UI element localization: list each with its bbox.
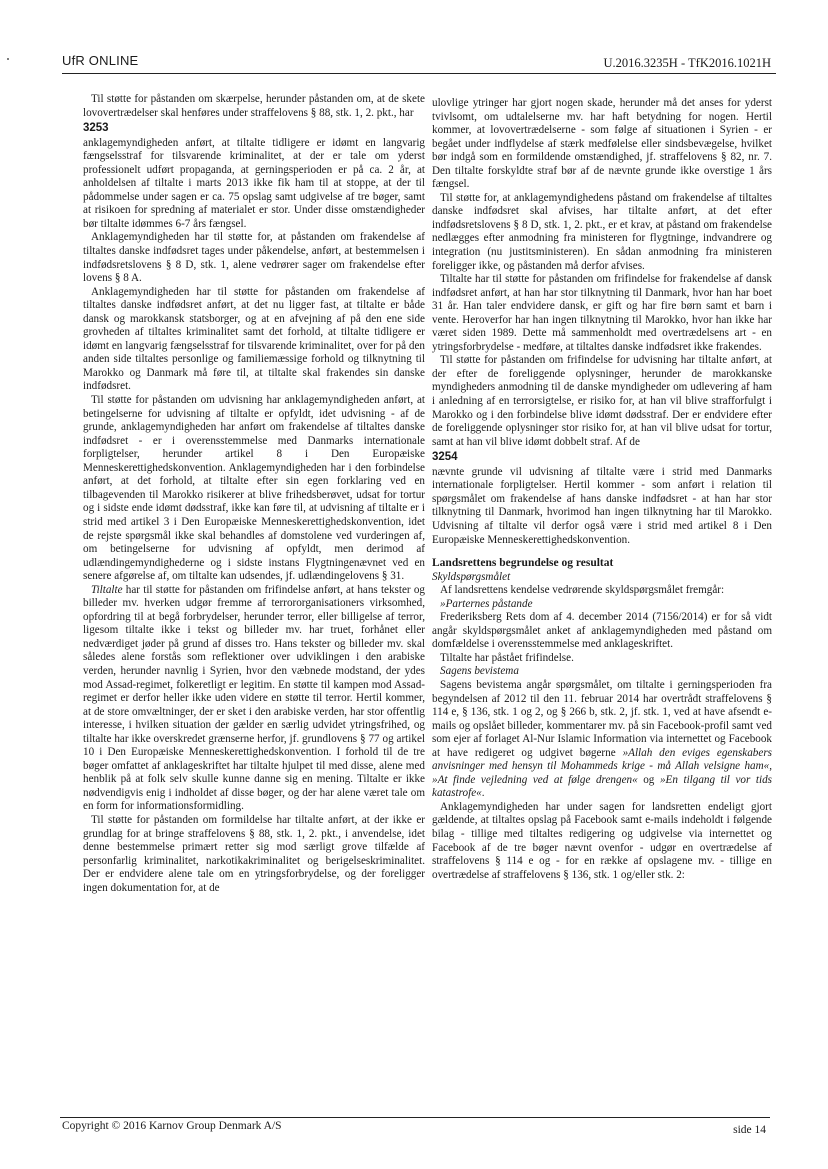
page-number: side 14 xyxy=(733,1124,766,1136)
paragraph xyxy=(432,679,772,801)
paragraph-body: har til støtte for påstanden om frifindelse anført, at hans tekster og billeder mv. hverken udgør fremme af terrororganisationers virksomhed, opfordring til at begå forbrydelser, herunder terror, eller billigelse af terror, ligesom tiltalte ikke i tekst og billeder mv. har truet, forhånet eller nedværdiget jøder på grund af disses tro. Hans tekster og billeder mv. skal således alene forstås som reflektioner over udviklingen i den arabiske verden, herunder navnlig i Syrien, hvor den væbnede modstand, der ydes mod Assad-regimet, folkeretligt er legitim. En støtte til kampen mod Assad-regimet er derfor heller ikke uden videre en støtte til terror. Hertil kommer, at de store omvæltninger, der er sket i den arabiske verden, har stor offentlig interesse, i hvilken situation der gælder en særlig udvidet ytringsfrihed, og tiltalte har ikke overskredet grænserne herfor, jf. grundlovens § 77 og artikel 10 i Den Europæiske Menneskerettighedskonvention. I forhold til de tre bøger omfattet af anklageskriftet har tiltalte hjulpet til med disse, alene med henblik på at folk selv skulle kunne danne sig en mening. Tiltalte er ikke nødvendigvis enig i indholdet af disse bøger, og der har alene været tale om en form for informationsformidling. xyxy=(83,583,425,813)
header-rule xyxy=(62,73,776,74)
subsection-heading: Skyldspørgsmålet xyxy=(432,570,511,583)
paragraph: Af landsrettens kendelse vedrørende skyldspørgsmålet fremgår: xyxy=(440,584,725,597)
separator: og xyxy=(637,773,660,786)
page-number-marker: 3253 xyxy=(83,122,109,135)
paragraph: Til støtte for påstanden om formildelse har tiltalte anført, at der ikke er grundlag for at bringe straffelovens § 88, stk. 1, 2. pkt., i anvendelse, idet denne bestemmelse primært retter sig mod særligt grove tilfælde af personfarlig kriminalitet, narkotikakriminalitet og berigelseskriminalitet. Der er endvidere alene tale om en ytringsforbrydelse, og der foreligger ingen dokumentation for, at de xyxy=(83,813,425,894)
paragraph: Tiltalte har til støtte for påstanden om frifindelse for frakendelse af dansk indfødsret anført, at han har stor tilknytning til Danmark, hvor han har boet 31 år. Han taler endvidere dansk, er gift og har fire børn samt et barn i vente. Heroverfor har han ingen tilknytning til Marokko, hvor han ikke har været siden 1989. Dette må sammenholdt med overtrædelsens art - en ytringsforbrydelse - medføre, at tiltaltes danske indfødsret ikke frakendes. xyxy=(432,273,772,353)
footer-rule xyxy=(60,1117,770,1118)
left-column xyxy=(83,93,425,895)
right-column xyxy=(432,97,772,882)
publication-header: UfR ONLINE xyxy=(62,53,139,68)
paragraph: nævnte grunde vil udvisning af tiltalte være i strid med Danmarks internationale forpligtelser. Hertil kommer - som anført i relation til spørgsmålet om frakendelse af hans danske indfødsret - at han har stor tilknytning til Danmark, hvorimod han ingen tilknytning har til Marokko. Udvisning af tiltalte vil derfor også være i strid med artikel 8 i Den Europæiske Menneskerettighedskonvention. xyxy=(432,465,772,546)
paragraph: anklagemyndigheden anført, at tiltalte tidligere er idømt en langvarig fængselsstraf for tilsvarende kriminalitet, at der er tale om yderst professionelt udført propaganda, at gerningsperioden er på ca. 2 år, at anholdelsen af tiltalte i marts 2013 ikke fik ham til at stoppe, at der til pådommelse under sagen er ca. 75 opslag samt udgivelse af tre bøger, samt at risikoen for spredning af materialet er stor. Under disse omstændigheder bør tiltalte idømmes 6-7 års fængsel. xyxy=(83,136,425,230)
paragraph: Til støtte for påstanden om frifindelse for udvisning har tiltalte anført, at der efter de foreliggende oplysninger, herunder de marokkanske myndigheders anmodning til de danske myndigheder om udlevering af ham i anledning af en terrorsigtelse, er risiko for, at han vil blive strafforfulgt i Marokko og i den forbindelse blive idømt dødsstraf. Der er endvidere efter de foreliggende oplysninger stor risiko for, at han vil blive udsat for tortur, samt at han vil blive idømt dobbelt straf. Af de xyxy=(432,354,772,448)
paragraph: Anklagemyndigheden har under sagen for landsretten endeligt gjort gældende, at tiltaltes opslag på Facebook samt e-mails indeholdt i følgende bilag - tillige med tiltaltes redigering og udgivelse via internettet og Facebook af de tre bøger nævnt ovenfor - udgør en overtrædelse af straffelovens § 114 e og - for en række af opslagene mv. - tillige en overtrædelse af straffelovens § 136, stk. 1 og/eller stk. 2: xyxy=(432,800,772,881)
paragraph: Til støtte for påstanden om skærpelse, herunder påstanden om, at de skete lovovertrædelser skal henføres under straffelovens § 88, stk. 1, 2. pkt., har xyxy=(83,93,425,119)
paragraph: Frederiksberg Rets dom af 4. december 2014 (7156/2014) er for så vidt angår skyldspørgsmålet anket af anklagemyndigheden med påstand om domfældelse i overensstemmelse med anklageskriftet. xyxy=(432,611,772,651)
book-title: »Allah den eviges egenskabers anvisninger med hensyn til Mohammeds krige - må Allah velsigne ham« xyxy=(432,746,772,773)
section-heading: Landsrettens begrundelse og resultat xyxy=(432,557,614,570)
subsection-heading: »Parternes påstande xyxy=(440,597,533,610)
paragraph: Anklagemyndigheden har til støtte for påstanden om frakendelse af tiltaltes danske indfødsret anført, at det nu ligger fast, at tiltalte er både dansk og marokkansk statsborger, og at en afvejning af på den ene side grovheden af tiltaltes kriminalitet samt det forhold, at tiltalte tidligere er idømt en langvarig fængselsstraf for tilsvarende kriminalitet, over for på den anden side tiltaltes personlige og familiemæssige forhold og tilknytning til Marokko og Danmark må føre til, at tiltalte skal frakendes sin danske indfødsret. xyxy=(83,285,425,393)
scan-speck xyxy=(7,58,9,60)
paragraph-lead: Tiltalte xyxy=(91,583,123,596)
book-title: »At finde vejledning ved at følge drengen« xyxy=(432,773,638,786)
copyright-notice: Copyright © 2016 Karnov Group Denmark A/S xyxy=(62,1120,282,1132)
paragraph: ulovlige ytringer har gjort nogen skade, herunder må det anses for yderst tvivlsomt, om udtalelserne mv. har haft betydning for nogen. Hertil kommer, at lovovertrædelserne - som følge af situationen i Syrien - er begået under indflydelse af stærk medfølelse eller sindsbevægelse, hvilket bør indgå som en formildende omstændighed, jf. straffelovens § 82, nr. 7. Den tiltalte forskyldte straf bør af de nævnte grunde ikke overstige 1 års fængsel. xyxy=(432,97,772,191)
separator: . xyxy=(481,787,485,800)
paragraph: Til støtte for, at anklagemyndighedens påstand om frakendelse af tiltaltes danske indfødsret skal afvises, har tiltalte anført, at det efter indfødsretslovens § 8 D, stk. 1, 2. pkt., er et krav, at påstand om frakendelse nedlægges efter anmodning fra ministeren for flygtninge, indvandrere og integration (nu justitsministeren). En sådan anmodning fra ministeren foreligger ikke, og påstanden må derfor afvises. xyxy=(432,191,772,272)
book-title: »En tilgang til vor tids katastrofe« xyxy=(432,773,772,800)
paragraph-body: Sagens bevistema angår spørgsmålet, om tiltalte i gerningsperioden fra begyndelsen af 2012 til den 11. februar 2014 har overtrådt straffelovens § 114 e, § 136, stk. 1 og 2, og § 266 b, stk. 2, jf. stk. 1, ved at have afsendt e-mails og opslået billeder, kommentarer mv. på sin Facebook-profil samt ved som ejer af forlaget Al-Nur Islamic Information via internettet og Facebook at have redigeret og udgivet bøgerne xyxy=(432,678,772,759)
page-number-marker: 3254 xyxy=(432,451,458,464)
subsection-heading: Sagens bevistema xyxy=(440,665,519,678)
separator: , xyxy=(769,760,772,773)
paragraph: Til støtte for påstanden om udvisning har anklagemyndigheden anført, at betingelserne for udvisning af tiltalte er opfyldt, idet udvisning - af de grunde, anklagemyndigheden har anført om frakendelse af tiltaltes danske indfødsret - er i overensstemmelse med Danmarks internationale forpligtelser, herunder artikel 8 i Den Europæiske Menneskerettighedskonvention. Anklagemyndigheden har i den forbindelse anført, at det forhold, at tiltalte efter sin egen forklaring ved en tilbagevenden til Marokko risikerer at blive frihedsberøvet, udsat for tortur og i sidste ende idømt dødsstraf, ikke kan føre til, at udvisning af tiltalte er i strid med artikel 3 i Den Europæiske Menneskerettighedskonvention, idet de rejste spørgsmål ikke skal behandles af domstolene ved vurderingen af, om betingelserne for udvisning af opfyldt, men derimod af udlændingemyndighederne og i sidste instans Flygtningenævnet ved en senere afgørelse af, om tiltalte kan udsendes, jf. udlændingelovens § 31. xyxy=(83,394,425,583)
paragraph xyxy=(83,584,425,814)
case-reference: U.2016.3235H - TfK2016.1021H xyxy=(603,56,771,70)
paragraph: Anklagemyndigheden har til støtte for, at påstanden om frakendelse af tiltaltes danske indfødsret tages under påkendelse, anført, at bestemmelsen i indfødsretslovens § 8 D, stk. 1, alene vedrører sager om frakendelse efter lovens § 8 A. xyxy=(83,231,425,285)
paragraph: Tiltalte har påstået frifindelse. xyxy=(440,651,574,664)
